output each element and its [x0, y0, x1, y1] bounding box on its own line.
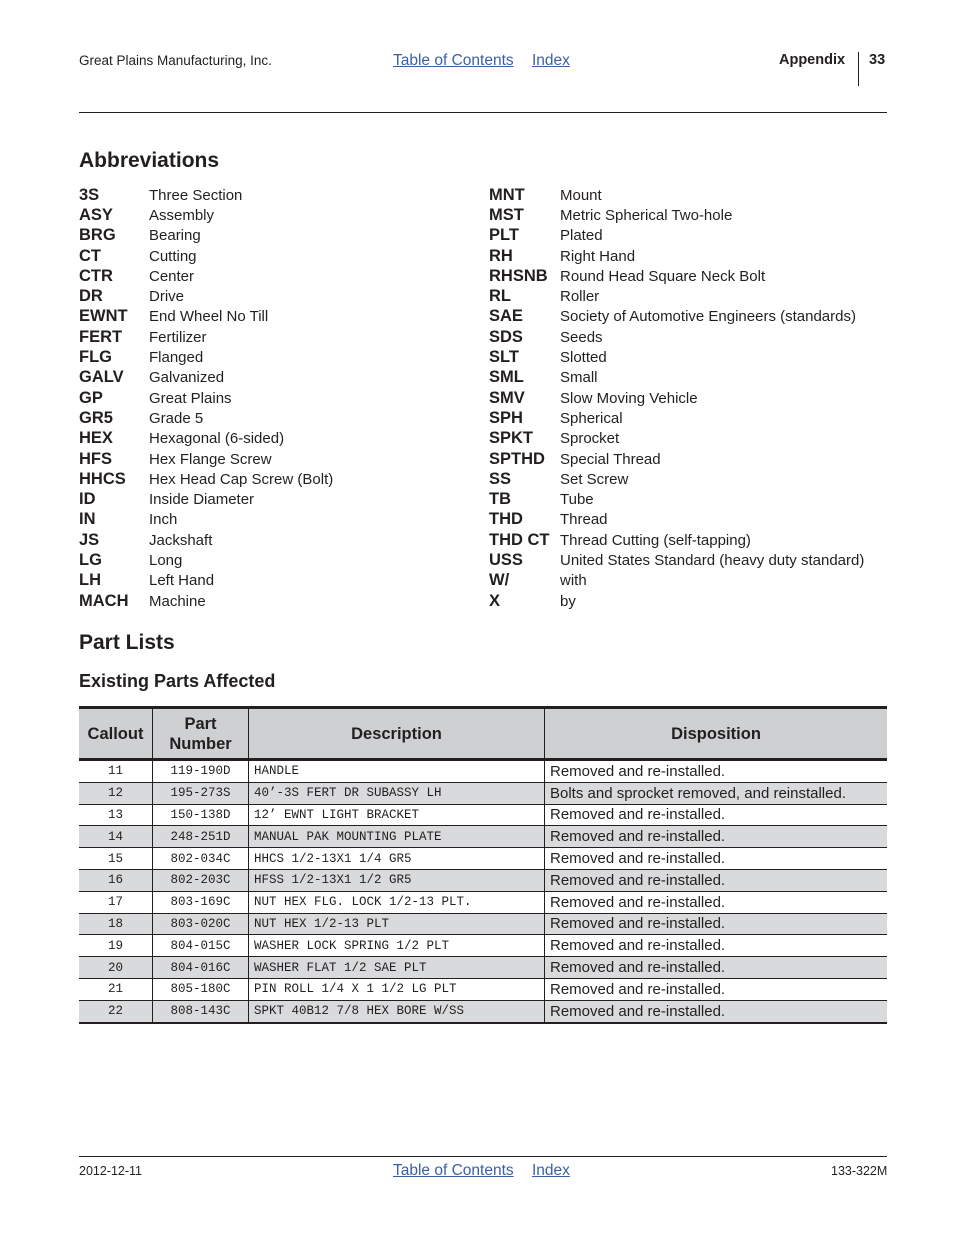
- abbreviation-row: [489, 185, 889, 205]
- cell-disposition: Removed and re-installed.: [545, 891, 888, 913]
- abbreviation-row: [79, 347, 469, 367]
- abbreviation-meaning: Left Hand: [149, 572, 215, 590]
- cell-disposition: Removed and re-installed.: [545, 978, 888, 1000]
- cell-disposition: Removed and re-installed.: [545, 1000, 888, 1022]
- abbreviation-code: W/: [489, 571, 510, 590]
- abbreviation-code: ASY: [79, 205, 113, 224]
- abbreviation-row: [79, 185, 469, 205]
- abbreviation-row: [489, 246, 889, 266]
- abbreviation-meaning: Right Hand: [560, 247, 636, 265]
- abbreviation-meaning: Hexagonal (6-sided): [149, 430, 285, 448]
- abbreviation-code: THD: [489, 510, 523, 529]
- abbreviation-row: [79, 246, 469, 266]
- abbreviation-code: SPKT: [489, 429, 534, 448]
- abbreviation-row: [79, 571, 469, 591]
- cell-part-number: 803-169C: [153, 891, 249, 913]
- abbreviation-meaning: Inside Diameter: [149, 491, 255, 509]
- footer-doc-number: 133-322M: [831, 1164, 888, 1178]
- abbreviation-meaning: Society of Automotive Engineers (standards): [560, 308, 856, 326]
- cell-description: MANUAL PAK MOUNTING PLATE: [249, 826, 545, 848]
- abbreviation-meaning: Small: [560, 369, 598, 387]
- col-part-number: [153, 708, 249, 760]
- abbreviation-code: RH: [489, 246, 513, 265]
- cell-callout: 22: [79, 1000, 153, 1022]
- cell-disposition: Removed and re-installed.: [545, 913, 888, 935]
- abbreviation-row: [489, 449, 889, 469]
- footer-date: 2012-12-11: [79, 1164, 143, 1178]
- abbreviation-code: CT: [79, 246, 101, 265]
- cell-callout: 16: [79, 869, 153, 891]
- table-row: [79, 957, 887, 979]
- abbreviation-code: FLG: [79, 348, 112, 367]
- abbreviation-code: SS: [489, 469, 512, 488]
- abbreviation-meaning: with: [560, 572, 587, 590]
- abbreviation-code: SML: [489, 368, 524, 387]
- abbreviation-row: [79, 327, 469, 347]
- cell-callout: 18: [79, 913, 153, 935]
- abbreviation-row: [79, 469, 469, 489]
- cell-description: PIN ROLL 1/4 X 1 1/2 LG PLT: [249, 978, 545, 1000]
- abbreviation-row: [489, 510, 889, 530]
- cell-callout: 17: [79, 891, 153, 913]
- abbreviation-meaning: Flanged: [149, 349, 204, 367]
- abbreviation-code: MACH: [79, 591, 129, 610]
- abbreviation-meaning: Seeds: [560, 328, 603, 346]
- abbreviation-code: X: [489, 591, 501, 610]
- parts-table: [79, 706, 887, 1024]
- cell-callout: 13: [79, 804, 153, 826]
- abbreviation-row: [489, 226, 889, 246]
- abbreviation-code: GALV: [79, 368, 124, 387]
- abbreviation-row: [489, 571, 889, 591]
- abbreviation-meaning: Set Screw: [560, 470, 629, 488]
- abbreviation-row: [79, 368, 469, 388]
- abbreviation-row: [79, 489, 469, 509]
- cell-description: SPKT 40B12 7/8 HEX BORE W/SS: [249, 1000, 545, 1022]
- cell-part-number: 804-016C: [153, 957, 249, 979]
- table-row: [79, 804, 887, 826]
- cell-callout: 19: [79, 935, 153, 957]
- abbreviation-code: MNT: [489, 185, 525, 204]
- abbreviation-row: [489, 388, 889, 408]
- cell-callout: 14: [79, 826, 153, 848]
- abbreviation-code: USS: [489, 550, 523, 569]
- abbreviation-row: [79, 205, 469, 225]
- cell-description: NUT HEX 1/2-13 PLT: [249, 913, 545, 935]
- abbreviation-meaning: Slotted: [560, 349, 607, 367]
- cell-callout: 15: [79, 848, 153, 870]
- existing-parts-heading: Existing Parts Affected: [79, 671, 276, 691]
- cell-callout: 11: [79, 760, 153, 783]
- abbreviations-heading: Abbreviations: [79, 149, 220, 172]
- abbreviation-row: [489, 327, 889, 347]
- col-disposition: Disposition: [545, 708, 888, 760]
- abbreviation-code: SAE: [489, 307, 523, 326]
- abbreviation-meaning: Hex Head Cap Screw (Bolt): [149, 470, 334, 488]
- abbreviation-meaning: Center: [149, 267, 195, 285]
- table-row: [79, 891, 887, 913]
- abbreviation-code: TB: [489, 490, 511, 509]
- header-divider: [858, 52, 859, 86]
- table-row: [79, 913, 887, 935]
- abbreviation-meaning: Bearing: [149, 227, 201, 245]
- abbreviation-row: [79, 408, 469, 428]
- cell-part-number: 248-251D: [153, 826, 249, 848]
- abbreviation-code: BRG: [79, 226, 116, 245]
- abbreviation-row: [489, 530, 889, 550]
- abbreviation-code: SLT: [489, 348, 519, 367]
- abbreviation-meaning: Thread Cutting (self-tapping): [560, 531, 751, 549]
- cell-part-number: 802-203C: [153, 869, 249, 891]
- table-row: [79, 848, 887, 870]
- cell-description: HHCS 1/2-13X1 1/4 GR5: [249, 848, 545, 870]
- abbreviation-row: [79, 226, 469, 246]
- table-row: [79, 826, 887, 848]
- abbreviation-row: [489, 266, 889, 286]
- cell-callout: 20: [79, 957, 153, 979]
- abbreviation-meaning: Three Section: [149, 186, 243, 204]
- cell-disposition: Removed and re-installed.: [545, 804, 888, 826]
- abbreviation-row: [79, 388, 469, 408]
- abbreviation-meaning: Spherical: [560, 409, 623, 427]
- abbreviation-meaning: Fertilizer: [149, 328, 207, 346]
- col-callout: Callout: [79, 708, 153, 760]
- abbreviation-code: MST: [489, 205, 524, 224]
- table-row: [79, 760, 887, 783]
- cell-callout: 21: [79, 978, 153, 1000]
- cell-description: HFSS 1/2-13X1 1/2 GR5: [249, 869, 545, 891]
- abbreviation-meaning: Great Plains: [149, 389, 232, 407]
- abbreviation-meaning: Sprocket: [560, 430, 620, 448]
- abbreviation-code: SDS: [489, 327, 523, 346]
- abbreviation-row: [489, 205, 889, 225]
- abbreviation-meaning: Long: [149, 551, 183, 569]
- abbreviation-row: [489, 489, 889, 509]
- abbreviation-code: RHSNB: [489, 266, 548, 285]
- cell-part-number: 119-190D: [153, 760, 249, 783]
- abbreviation-code: IN: [79, 510, 96, 529]
- cell-part-number: 808-143C: [153, 1000, 249, 1022]
- abbreviation-code: RL: [489, 287, 511, 306]
- abbreviation-code: SPTHD: [489, 449, 545, 468]
- cell-callout: 12: [79, 782, 153, 804]
- abbreviation-meaning: Inch: [149, 511, 178, 529]
- abbreviation-row: [489, 429, 889, 449]
- abbreviation-meaning: Thread: [560, 511, 608, 529]
- cell-description: 12’ EWNT LIGHT BRACKET: [249, 804, 545, 826]
- cell-part-number: 804-015C: [153, 935, 249, 957]
- abbreviation-code: SMV: [489, 388, 525, 407]
- abbreviation-meaning: Assembly: [149, 206, 215, 224]
- abbreviation-row: [79, 530, 469, 550]
- index-link[interactable]: Index: [531, 1162, 570, 1179]
- table-row: [79, 869, 887, 891]
- company-name: Great Plains Manufacturing, Inc.: [79, 53, 272, 68]
- cell-disposition: Removed and re-installed.: [545, 935, 888, 957]
- abbreviation-row: [79, 550, 469, 570]
- abbreviation-row: [79, 266, 469, 286]
- abbreviation-row: [79, 449, 469, 469]
- abbreviation-row: [489, 347, 889, 367]
- abbreviation-meaning: Roller: [560, 288, 600, 306]
- abbreviation-code: DR: [79, 287, 103, 306]
- table-row: [79, 782, 887, 804]
- abbreviation-code: CTR: [79, 266, 113, 285]
- cell-description: NUT HEX FLG. LOCK 1/2-13 PLT.: [249, 891, 545, 913]
- abbreviation-code: JS: [79, 530, 100, 549]
- abbreviation-row: [489, 550, 889, 570]
- abbreviation-row: [489, 591, 889, 611]
- cell-part-number: 802-034C: [153, 848, 249, 870]
- cell-disposition: Removed and re-installed.: [545, 869, 888, 891]
- cell-part-number: 150-138D: [153, 804, 249, 826]
- abbreviation-meaning: Machine: [149, 592, 206, 610]
- abbreviation-row: [79, 286, 469, 306]
- table-header-row: [79, 708, 887, 760]
- abbreviation-row: [489, 469, 889, 489]
- abbreviation-code: FERT: [79, 327, 123, 346]
- toc-link[interactable]: Table of Contents: [393, 52, 514, 69]
- table-row: [79, 935, 887, 957]
- abbreviation-row: [79, 510, 469, 530]
- cell-description: WASHER LOCK SPRING 1/2 PLT: [249, 935, 545, 957]
- abbreviation-code: LH: [79, 571, 101, 590]
- abbreviation-row: [489, 408, 889, 428]
- abbreviation-meaning: Grade 5: [149, 409, 204, 427]
- abbreviations-right-column: [489, 185, 889, 611]
- cell-disposition: Removed and re-installed.: [545, 760, 888, 783]
- abbreviation-code: GR5: [79, 408, 113, 427]
- abbreviation-row: [79, 429, 469, 449]
- abbreviation-code: THD CT: [489, 530, 550, 549]
- cell-part-number: 805-180C: [153, 978, 249, 1000]
- part-lists-heading: Part Lists: [79, 631, 175, 654]
- abbreviation-meaning: Tube: [560, 491, 594, 509]
- abbreviation-meaning: Galvanized: [149, 369, 225, 387]
- abbreviation-meaning: Drive: [149, 288, 185, 306]
- footer-rule: [79, 1156, 887, 1157]
- abbreviation-meaning: by: [560, 592, 576, 610]
- section-title: Appendix: [779, 52, 846, 68]
- abbreviation-meaning: Round Head Square Neck Bolt: [560, 267, 766, 285]
- page-number: 33: [869, 52, 886, 68]
- header-rule: [79, 112, 887, 113]
- abbreviation-code: PLT: [489, 226, 519, 245]
- abbreviation-code: EWNT: [79, 307, 128, 326]
- cell-part-number: 195-273S: [153, 782, 249, 804]
- abbreviations-left-column: [79, 185, 469, 611]
- abbreviation-code: LG: [79, 550, 102, 569]
- abbreviation-meaning: Plated: [560, 227, 603, 245]
- col-part-number-line1: Part: [184, 714, 217, 733]
- abbreviation-meaning: Special Thread: [560, 450, 661, 468]
- cell-description: HANDLE: [249, 760, 545, 783]
- cell-disposition: Removed and re-installed.: [545, 957, 888, 979]
- abbreviation-meaning: Mount: [560, 186, 602, 204]
- abbreviation-meaning: Metric Spherical Two-hole: [560, 206, 733, 224]
- abbreviation-row: [79, 591, 469, 611]
- abbreviation-meaning: End Wheel No Till: [149, 308, 269, 326]
- table-row: [79, 978, 887, 1000]
- abbreviation-row: [489, 307, 889, 327]
- cell-disposition: Removed and re-installed.: [545, 826, 888, 848]
- col-description: Description: [249, 708, 545, 760]
- toc-link[interactable]: Table of Contents: [393, 1162, 514, 1179]
- table-row: [79, 1000, 887, 1022]
- header-nav: [393, 52, 584, 70]
- abbreviation-meaning: United States Standard (heavy duty standard): [560, 551, 865, 569]
- abbreviation-code: HHCS: [79, 469, 126, 488]
- cell-disposition: Removed and re-installed.: [545, 848, 888, 870]
- abbreviation-code: 3S: [79, 185, 100, 204]
- abbreviation-code: ID: [79, 490, 96, 509]
- abbreviation-meaning: Hex Flange Screw: [149, 450, 272, 468]
- abbreviation-meaning: Cutting: [149, 247, 197, 265]
- abbreviation-code: GP: [79, 388, 103, 407]
- cell-part-number: 803-020C: [153, 913, 249, 935]
- abbreviation-meaning: Jackshaft: [149, 531, 213, 549]
- abbreviation-code: HEX: [79, 429, 113, 448]
- cell-disposition: Bolts and sprocket removed, and reinstalled.: [545, 782, 888, 804]
- abbreviation-code: SPH: [489, 408, 523, 427]
- abbreviation-code: HFS: [79, 449, 112, 468]
- footer-nav: [393, 1162, 584, 1180]
- cell-description: 40’-3S FERT DR SUBASSY LH: [249, 782, 545, 804]
- col-part-number-line2: Number: [169, 734, 232, 753]
- abbreviation-meaning: Slow Moving Vehicle: [560, 389, 698, 407]
- abbreviation-row: [79, 307, 469, 327]
- abbreviation-row: [489, 286, 889, 306]
- cell-description: WASHER FLAT 1/2 SAE PLT: [249, 957, 545, 979]
- index-link[interactable]: Index: [531, 52, 570, 69]
- abbreviation-row: [489, 368, 889, 388]
